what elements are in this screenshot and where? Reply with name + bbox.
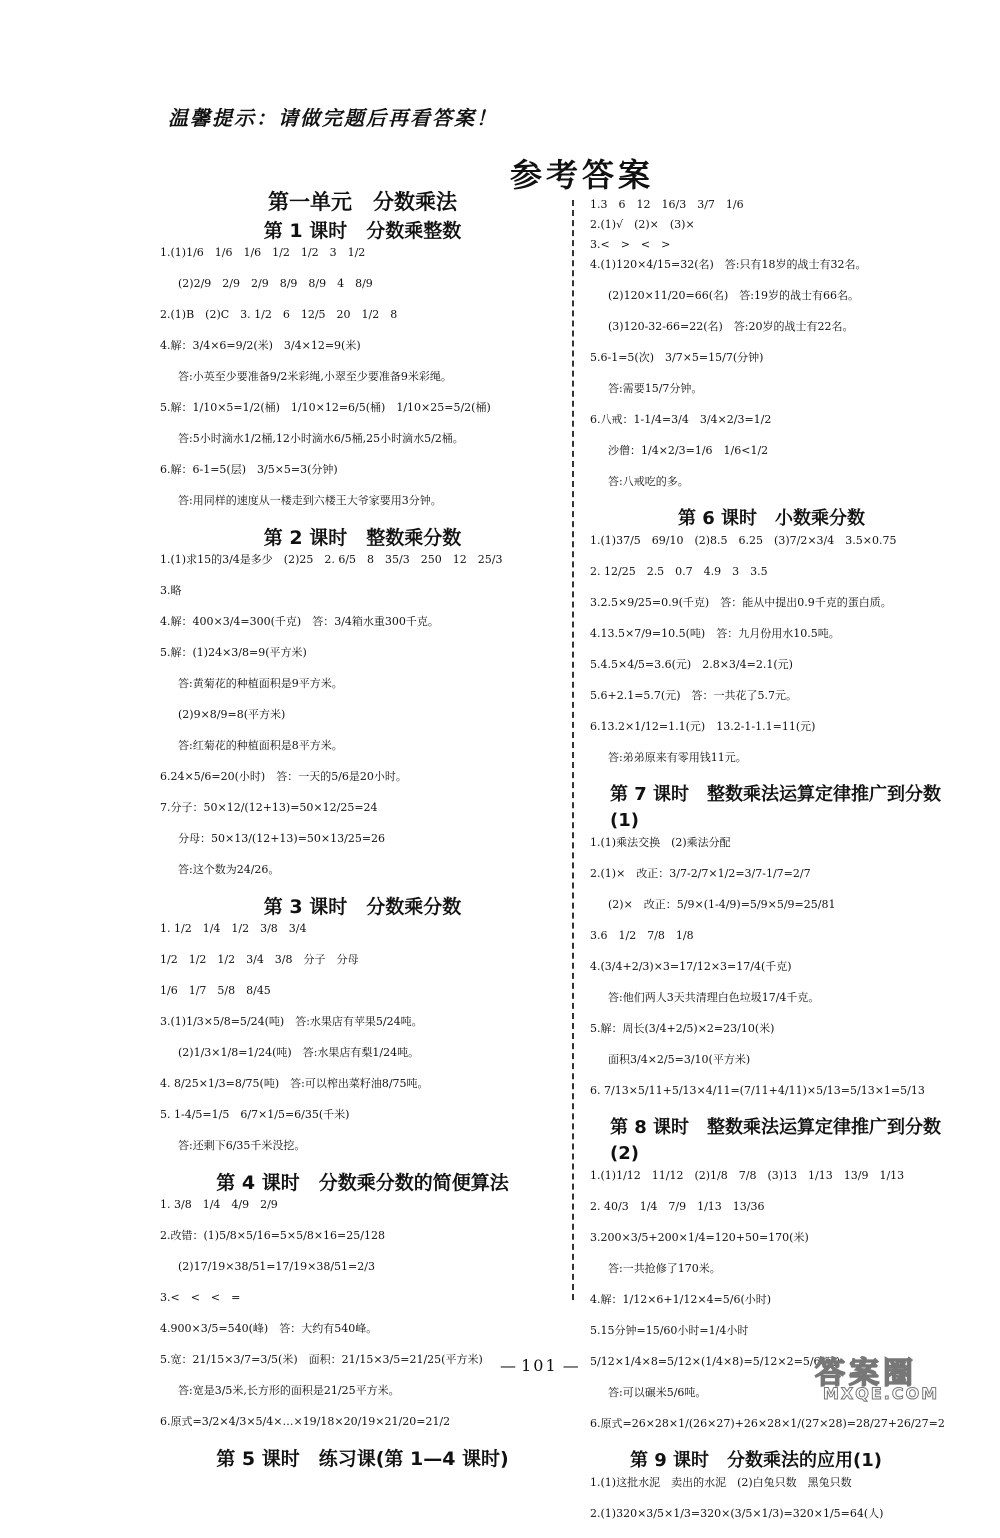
answer-line: 5.6+2.1=5.7(元) 答：一共花了5.7元。 [590,689,797,702]
answer-line: 答:宽是3/5米,长方形的面积是21/25平方米。 [178,1384,400,1397]
answer-line: 6.原式=26×28×1/(26×27)+26×28×1/(27×28)=28/27+26/27=2 [590,1417,945,1430]
lesson-title: 第 4 课时 分数乘分数的简便算法 [216,1172,509,1194]
answer-line: 答:用同样的速度从一楼走到六楼王大爷家要用3分钟。 [178,494,442,507]
answer-line: (2)120×11/20=66(名) 答:19岁的战士有66名。 [608,289,859,302]
answer-line: 5.解：(1)24×3/8=9(平方米) [160,646,307,659]
answer-line: 6.解：6-1=5(层) 3/5×5=3(分钟) [160,463,338,476]
left-column [160,188,565,1474]
answer-line: 1.(1)1/12 11/12 (2)1/8 7/8 (3)13 1/13 13/9 1/13 [590,1169,905,1182]
answer-line: 答:5小时滴水1/2桶,12小时滴水6/5桶,25小时滴水5/2桶。 [178,432,464,445]
answer-line: 1/2 1/2 1/2 3/4 3/8 分子 分母 [160,953,359,966]
answer-line: 5. 1-4/5=1/5 6/7×1/5=6/35(千米) [160,1108,350,1121]
answer-line: 4. 8/25×1/3=8/75(吨) 答:可以榨出菜籽油8/75吨。 [160,1077,429,1090]
answer-line: 1. 3/8 1/4 4/9 2/9 [160,1198,278,1211]
answer-line: 5.宽：21/15×3/7=3/5(米) 面积：21/15×3/5=21/25(平方米) [160,1353,483,1366]
answer-line: 面积3/4×2/5=3/10(平方米) [608,1053,751,1066]
answer-line: 6.原式=3/2×4/3×5/4×…×19/18×20/19×21/20=21/2 [160,1415,451,1428]
answer-line: 4.(3/4+2/3)×3=17/12×3=17/4(千克) [590,960,792,973]
lesson-title: 第 8 课时 整数乘法运算定律推广到分数(2) [610,1117,942,1164]
answer-line: 5.解：1/10×5=1/2(桶) 1/10×12=6/5(桶) 1/10×25=5/2(桶) [160,401,491,414]
answer-line: 3.< < < = [160,1291,241,1304]
answer-line: 分母：50×13/(12+13)=50×13/25=26 [178,832,386,845]
answer-line: 6.八戒：1-1/4=3/4 3/4×2/3=1/2 [590,413,772,426]
answer-line: 4.解：3/4×6=9/2(米) 3/4×12=9(米) [160,339,361,352]
watermark-bottom: MXQE.COM [823,1384,940,1403]
answer-line: 3.2.5×9/25=0.9(千克) 答：能从中提出0.9千克的蛋白质。 [590,596,892,609]
answer-line: (2)2/9 2/9 2/9 8/9 8/9 4 8/9 [178,277,373,290]
answer-line: 沙僧：1/4×2/3=1/6 1/6<1/2 [608,444,769,457]
answer-line: 7.分子：50×12/(12+13)=50×12/25=24 [160,801,378,814]
right-intro [590,198,950,489]
answer-line: 答:八戒吃的多。 [608,475,689,488]
answer-line: (2)9×8/9=8(平方米) [178,708,286,721]
answer-line: 4.解：400×3/4=300(千克) 答：3/4箱水重300千克。 [160,615,439,628]
right-column [590,188,950,1538]
answer-line: 答:弟弟原来有零用钱11元。 [608,751,747,764]
answer-line: 5.解：周长(3/4+2/5)×2=23/10(米) [590,1022,775,1035]
watermark-top: 答案圈 [815,1356,917,1391]
answer-line: 2. 12/25 2.5 0.7 4.9 3 3.5 [590,565,768,578]
lesson-title: 第 3 课时 分数乘分数 [263,896,462,918]
answer-line: 1.(1)求15的3/4是多少 (2)25 2. 6/5 8 35/3 250 12 25/3 [160,553,503,566]
answer-line: 2.(1)× 改正：3/7-2/7×1/2=3/7-1/7=2/7 [590,867,811,880]
answer-line: 3.6 1/2 7/8 1/8 [590,929,694,942]
left-sections [160,218,565,1472]
answer-line: 答:一共抢修了170米。 [608,1262,721,1275]
answer-line: 答:需要15/7分钟。 [608,382,703,395]
answer-line: 1.3 6 12 16/3 3/7 1/6 [590,198,744,211]
answer-line: 2. 40/3 1/4 7/9 1/13 13/36 [590,1200,765,1213]
lesson-title: 第 9 课时 分数乘法的应用(1) [630,1450,883,1471]
lesson-title: 第 5 课时 练习课(第 1—4 课时) [216,1448,509,1470]
lesson-title: 第 6 课时 小数乘分数 [678,508,866,529]
page-number: 101 [521,1356,558,1375]
lesson-title: 第 2 课时 整数乘分数 [263,527,462,549]
watermark-logo [815,1348,985,1406]
answer-line: 3.< > < > [590,238,671,251]
answer-line: 答:红菊花的种植面积是8平方米。 [178,739,343,752]
answer-line: 答:他们两人3天共清理白色垃圾17/4千克。 [608,991,820,1004]
answer-line: 5.15分钟=15/60小时=1/4小时 [590,1324,749,1337]
answer-line: 2.(1)√ (2)× (3)× [590,218,695,231]
answer-line: 3.200×3/5+200×1/4=120+50=170(米) [590,1231,809,1244]
page-footer: — 101 — [500,1356,579,1375]
lesson-title: 第 1 课时 分数乘整数 [263,220,462,242]
answer-line: 1.(1)1/6 1/6 1/6 1/2 1/2 3 1/2 [160,246,366,259]
answer-line: 2.改错：(1)5/8×5/16=5×5/8×16=25/128 [160,1229,385,1242]
lesson-title: 第 7 课时 整数乘法运算定律推广到分数(1) [610,784,942,831]
answer-line: 6. 7/13×5/11+5/13×4/11=(7/11+4/11)×5/13=5/13×1=5/13 [590,1084,925,1097]
answer-line: 1/6 1/7 5/8 8/45 [160,984,271,997]
answer-line: 4.解：1/12×6+1/12×4=5/6(小时) [590,1293,772,1306]
answer-line: 答:可以碾米5/6吨。 [608,1386,707,1399]
answer-line: 4.(1)120×4/15=32(名) 答:只有18岁的战士有32名。 [590,258,867,271]
answer-line: 1.(1)37/5 69/10 (2)8.5 6.25 (3)7/2×3/4 3.5×0.75 [590,534,897,547]
answer-line: 5.6-1=5(次) 3/7×5=15/7(分钟) [590,351,764,364]
answer-line: (2)17/19×38/51=17/19×38/51=2/3 [178,1260,375,1273]
answer-line: 3.略 [160,584,182,597]
reminder-text: 温馨提示：请做完题后再看答案！ [168,106,498,130]
answer-line: (2)1/3×1/8=1/24(吨) 答:水果店有梨1/24吨。 [178,1046,420,1059]
answer-line: 1. 1/2 1/4 1/2 3/8 3/4 [160,922,307,935]
column-divider [572,200,574,1300]
answer-line: 答:还剩下6/35千米没挖。 [178,1139,306,1152]
answer-line: 2.(1)B (2)C 3. 1/2 6 12/5 20 1/2 8 [160,308,398,321]
answer-line: 1.(1)乘法交换 (2)乘法分配 [590,836,731,849]
answer-line: 6.24×5/6=20(小时) 答：一天的5/6是20小时。 [160,770,407,783]
answer-line: (3)120-32-66=22(名) 答:20岁的战士有22名。 [608,320,854,333]
answer-line: 答:黄菊花的种植面积是9平方米。 [178,677,343,690]
answer-line: 4.900×3/5=540(峰) 答：大约有540峰。 [160,1322,378,1335]
answer-line: (2)× 改正：5/9×(1-4/9)=5/9×5/9=25/81 [608,898,836,911]
unit-title: 第一单元 分数乘法 [268,190,457,214]
answer-line: 3.(1)1/3×5/8=5/24(吨) 答:水果店有苹果5/24吨。 [160,1015,423,1028]
answer-line: 5/12×1/4×8=5/12×(1/4×8)=5/12×2=5/6(吨) [590,1355,841,1368]
page-title: 参考答案 [510,156,655,194]
answer-line: 1.(1)这批水泥 卖出的水泥 (2)白兔只数 黑兔只数 [590,1476,852,1489]
answer-line: 4.13.5×7/9=10.5(吨) 答：九月份用水10.5吨。 [590,627,840,640]
answer-line: 6.13.2×1/12=1.1(元) 13.2-1-1.1=11(元) [590,720,816,733]
answer-line: 答:这个数为24/26。 [178,863,280,876]
answer-line: 5.4.5×4/5=3.6(元) 2.8×3/4=2.1(元) [590,658,793,671]
answer-line: 2.(1)320×3/5×1/3=320×(3/5×1/3)=320×1/5=64(人) [590,1507,884,1520]
answer-line: 答:小英至少要准备9/2米彩绳,小翠至少要准备9米彩绳。 [178,370,452,383]
